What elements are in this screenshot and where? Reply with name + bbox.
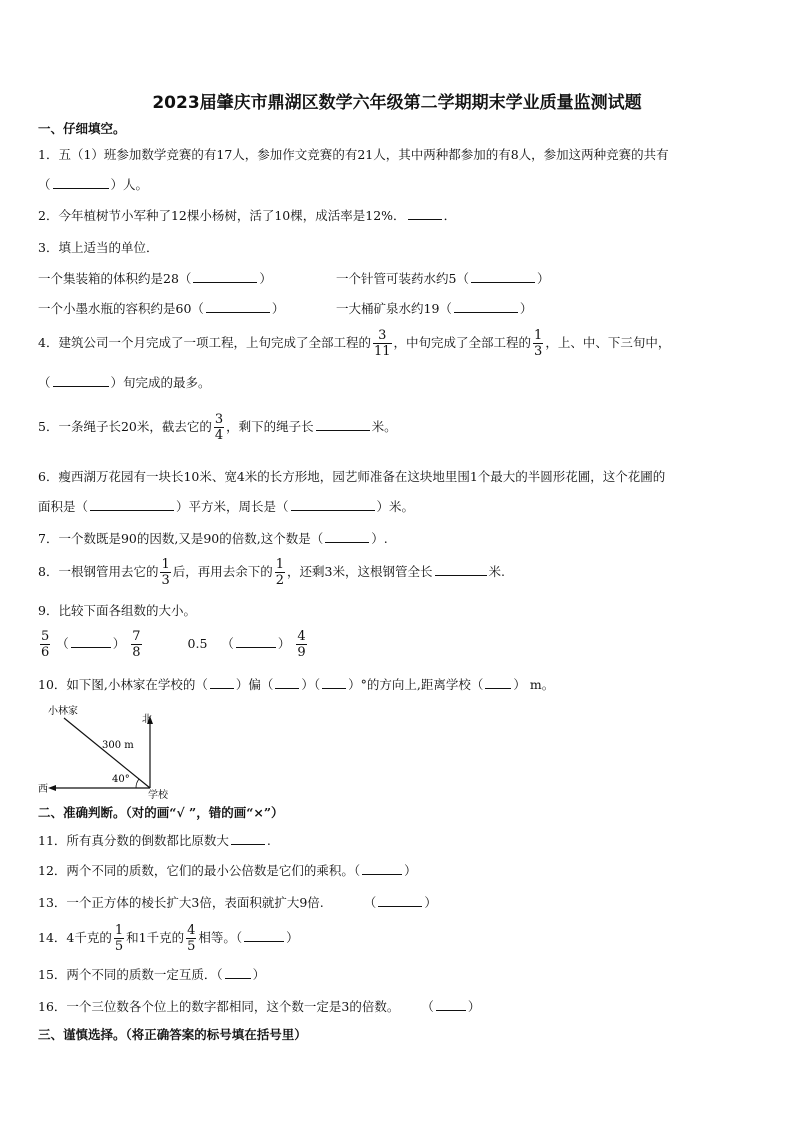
west-label: 西	[38, 784, 48, 795]
section-2-heading: 二、准确判断。（对的画“√ ”，错的画“×”）	[38, 805, 284, 820]
fraction: $\frac{3}{11}$	[373, 328, 391, 359]
question-1-line-2: （ ）人。	[38, 177, 149, 192]
home-label: 小林家	[48, 706, 78, 717]
question-11: 11．所有真分数的倒数都比原数大 .	[38, 833, 271, 848]
fraction: $\frac{7}{8}$	[132, 629, 141, 660]
answer-blank[interactable]	[244, 929, 284, 942]
question-9-items: $\frac{5}{6}$ （ ） $\frac{7}{8}$ 0.5 （ ） $\frac{4}{9}$	[41, 629, 306, 660]
answer-blank[interactable]	[322, 676, 346, 689]
question-16: 16．一个三位数各个位上的数字都相同，这个数一定是3的倍数。 （ ）	[38, 999, 481, 1014]
question-3-item-d: 一大桶矿泉水约19（ ）	[336, 301, 533, 316]
answer-blank[interactable]	[71, 635, 111, 648]
fraction: $\frac{4}{9}$	[297, 629, 306, 660]
question-6-line-1: 6．瘦西湖万花园有一块长10米、宽4米的长方形地，园艺师准备在这块地里围1个最大的半圆形花圃，这个花圃的	[38, 469, 666, 484]
answer-blank[interactable]	[316, 418, 370, 431]
home-direction-line	[64, 718, 150, 788]
answer-blank[interactable]	[362, 862, 402, 875]
question-3-item-c: 一个小墨水瓶的容积约是60（ ）	[38, 301, 285, 316]
fraction: $\frac{3}{4}$	[214, 412, 224, 443]
answer-blank[interactable]	[275, 676, 299, 689]
answer-blank[interactable]	[471, 270, 535, 283]
answer-blank[interactable]	[325, 530, 369, 543]
question-2: 2．今年植树节小军种了12棵小杨树，活了10棵，成活率是12%． ．	[38, 208, 457, 223]
answer-blank[interactable]	[291, 498, 375, 511]
question-1-line-1: 1．五（1）班参加数学竞赛的有17人，参加作文竞赛的有21人，其中两种都参加的有8人，参加这两种竞赛的共有	[38, 147, 669, 162]
answer-blank[interactable]	[90, 498, 174, 511]
answer-blank[interactable]	[231, 832, 265, 845]
answer-blank[interactable]	[210, 676, 234, 689]
page-title: 2023届肇庆市鼎湖区数学六年级第二学期期末学业质量监测试题	[152, 93, 642, 113]
distance-label: 300 m	[102, 740, 134, 751]
question-5: 5．一条绳子长20米，截去它的 $\frac{3}{4}$ ，剩下的绳子长 米。	[38, 412, 397, 443]
question-4-line-1: 4．建筑公司一个月完成了一项工程，上旬完成了全部工程的 $\frac{3}{11}$ ，中旬完成了全部工程的 $\frac{1}{3}$ ，上、中、下三旬中，	[38, 328, 671, 359]
question-3-heading: 3．填上适当的单位．	[38, 240, 159, 255]
answer-blank[interactable]	[225, 966, 251, 979]
fraction: $\frac{1}{3}$	[534, 328, 543, 359]
fraction: $\frac{1}{5}$	[114, 923, 124, 954]
answer-blank[interactable]	[53, 176, 109, 189]
section-1-heading: 一、仔细填空。	[38, 121, 126, 136]
fraction: $\frac{1}{2}$	[275, 557, 285, 588]
answer-blank[interactable]	[236, 635, 276, 648]
question-10: 10．如下图,小林家在学校的（ ）偏（ ）（ ）°的方向上,距离学校（ ） m。	[38, 677, 555, 692]
question-4-line-2: （ ）旬完成的最多。	[38, 375, 211, 390]
section-3-heading: 三、谨慎选择。（将正确答案的标号填在括号里）	[38, 1027, 307, 1042]
question-8: 8．一根钢管用去它的 $\frac{1}{3}$ 后，再用去余下的 $\frac{1}{2}$ ，还剩3米，这根钢管全长 米.	[38, 557, 505, 588]
fraction: $\frac{4}{5}$	[187, 923, 196, 954]
answer-blank[interactable]	[206, 300, 270, 313]
question-6-line-2: 面积是（ ）平方米，周长是（ ）米。	[38, 499, 415, 514]
west-arrowhead	[48, 785, 56, 791]
question-9-heading: 9．比较下面各组数的大小。	[38, 603, 196, 618]
answer-blank[interactable]	[436, 998, 466, 1011]
school-label: 学校	[148, 790, 168, 801]
direction-diagram	[38, 702, 198, 802]
question-14: 14．4千克的 $\frac{1}{5}$ 和1千克的 $\frac{4}{5}$ 相等。（ ）	[38, 923, 299, 954]
question-12: 12．两个不同的质数，它们的最小公倍数是它们的乘积。（ ）	[38, 863, 417, 878]
question-3-item-b: 一个针管可装药水约5（ ）	[336, 271, 550, 286]
north-label: 北	[142, 714, 152, 725]
answer-blank[interactable]	[435, 563, 487, 576]
answer-blank[interactable]	[378, 894, 422, 907]
answer-blank[interactable]	[408, 207, 442, 220]
answer-blank[interactable]	[53, 374, 109, 387]
question-7: 7．一个数既是90的因数,又是90的倍数,这个数是（ ）.	[38, 531, 388, 546]
answer-blank[interactable]	[454, 300, 518, 313]
angle-label: 40°	[112, 774, 130, 785]
answer-blank[interactable]	[485, 676, 511, 689]
angle-arc	[136, 779, 139, 788]
question-13: 13．一个正方体的棱长扩大3倍，表面积就扩大9倍. （ ）	[38, 895, 437, 910]
answer-blank[interactable]	[193, 270, 257, 283]
question-3-item-a: 一个集装箱的体积约是28（ ）	[38, 271, 272, 286]
fraction: $\frac{1}{3}$	[161, 557, 170, 588]
fraction: $\frac{5}{6}$	[41, 629, 50, 660]
question-15: 15．两个不同的质数一定互质．（ ）	[38, 967, 266, 982]
